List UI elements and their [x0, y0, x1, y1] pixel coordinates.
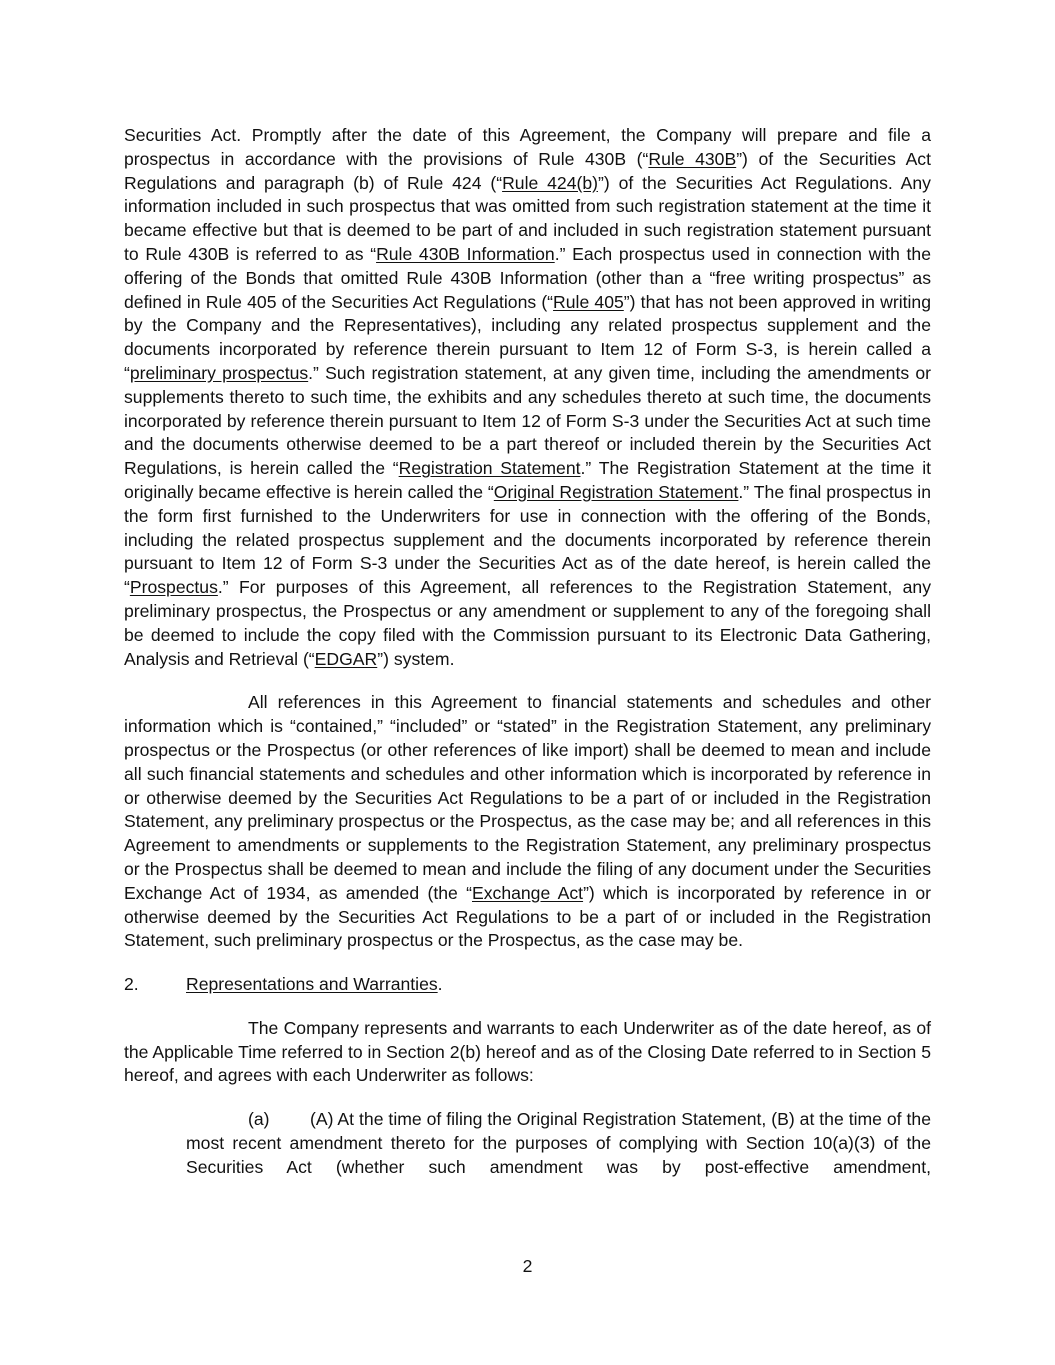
text-run: ”) of the Securities Act Regulations and paragraph (b) of Rule 424 (“ — [124, 148, 931, 193]
text-run: .” For purposes of this Agreement, all references to the Registration Statement, any preliminary prospectus, the Prospectus or any amendment or supplement to any of the foregoing shall be deemed to include the copy filed with the Commission pursuant to its Electronic Data Gathering, Analysis and Retrieval (“ — [124, 577, 931, 669]
text-run: ”) of the Securities Act Regulations. Any information included in such prospectus that was omitted from such registration statement at the time it became effective but that is deemed to be part of and included in such registration statement pursuant to Rule 430B is referred to as “ — [124, 172, 931, 264]
paragraph-registration — [124, 124, 931, 671]
text-run: ”) which is incorporated by reference in or otherwise deemed by the Securities Act Regulations to be a part of or included in the Registration Statement, such preliminary prospectus or the Prospectus, as the case may be. — [124, 882, 931, 951]
text-run: .” Each prospectus used in connection with the offering of the Bonds that omitted Rule 430B Information (other than a “free writing prospectus” as defined in Rule 405 of the Securities Act Regulations (“ — [124, 243, 931, 312]
defined-term-rule-430b-information: Rule 430B Information — [376, 243, 555, 264]
defined-term-rule-405: Rule 405 — [553, 291, 624, 312]
text-run: ”) system. — [377, 648, 455, 669]
item-label: (a) — [248, 1109, 270, 1130]
section-title-end: . — [437, 974, 443, 995]
defined-term-edgar: EDGAR — [314, 648, 378, 669]
defined-term-exchange-act: Exchange Act — [472, 882, 584, 903]
text-run: ”) that has not been approved in writing by the Company and the Representatives), including any related prospectus supplement and the documents incorporated by reference therein pursuant to Item 12 of Form S-3, is herein called a “ — [124, 291, 931, 383]
text-run: The Company represents and warrants to each Underwriter as of the date hereof, as of the Applicable Time referred to in Section 2(b) hereof and as of the Closing Date referred to in Section 5 hereof, and agrees with each Underwriter as follows: — [124, 1017, 931, 1086]
defined-term-original-registration-statement: Original Registration Statement — [493, 481, 739, 502]
section-number: 2. — [124, 974, 139, 995]
section-heading — [124, 973, 931, 997]
text-run: Securities Act. Promptly after the date of this Agreement, the Company will prepare and file a prospectus in accordance with the provisions of Rule 430B (“ — [124, 125, 931, 169]
text-run: All references in this Agreement to financial statements and schedules and other information which is “contained,” “included” or “stated” in the Registration Statement, any preliminary prospectus or the Prospectus (or other references of like import) shall be deemed to mean and include all such financial statements and schedules and other information which is incorporated by reference in or otherwise deemed by the Securities Act Regulations to be a part of or included in the Registration Statement, any preliminary prospectus or the Prospectus, as the case may be; and all references in this Agreement to amendments or supplements to the Registration Statement, any preliminary prospectus or the Prospectus shall be deemed to mean and include the filing of any document under the Securities Exchange Act of 1934, as amended (the “ — [124, 692, 931, 903]
paragraph-item-a — [186, 1108, 931, 1179]
paragraph-references — [124, 691, 931, 953]
defined-term-rule-424b: Rule 424(b) — [502, 172, 598, 193]
page-number: 2 — [522, 1256, 533, 1276]
section-title-wrap — [186, 973, 443, 997]
text-run: (A) At the time of filing the Original Registration Statement, (B) at the time of the most recent amendment thereto for the purposes of complying with Section 10(a)(3) of the Securities Act (whether such amendment was by post-effective amendment, — [186, 1109, 931, 1177]
text-run: .” Such registration statement, at any given time, including the amendments or supplements thereto to such time, the exhibits and any schedules thereto at such time, the documents incorporated by reference therein pursuant to Item 12 of Form S-3 under the Securities Act at such time and the documents otherwise deemed to be a part thereof or included therein by the Securities Act Regulations, is herein called the “ — [124, 362, 931, 479]
section-title: Representations and Warranties — [186, 974, 438, 995]
text-run: .” The final prospectus in the form first furnished to the Underwriters for use in connection with the offering of the Bonds, including the related prospectus supplement and the documents incorporated by reference therein pursuant to Item 12 of Form S-3 under the Securities Act as of the date hereof, is herein called the “ — [124, 481, 931, 598]
paragraph-representations — [124, 1017, 931, 1088]
defined-term-rule-430b: Rule 430B — [648, 148, 737, 169]
document-page — [124, 124, 931, 1200]
defined-term-prospectus: Prospectus — [129, 577, 218, 598]
defined-term-preliminary-prospectus: preliminary prospectus — [129, 362, 309, 383]
defined-term-registration-statement: Registration Statement — [398, 458, 581, 479]
text-run: .” The Registration Statement at the time it originally became effective is herein called the “ — [124, 458, 931, 502]
